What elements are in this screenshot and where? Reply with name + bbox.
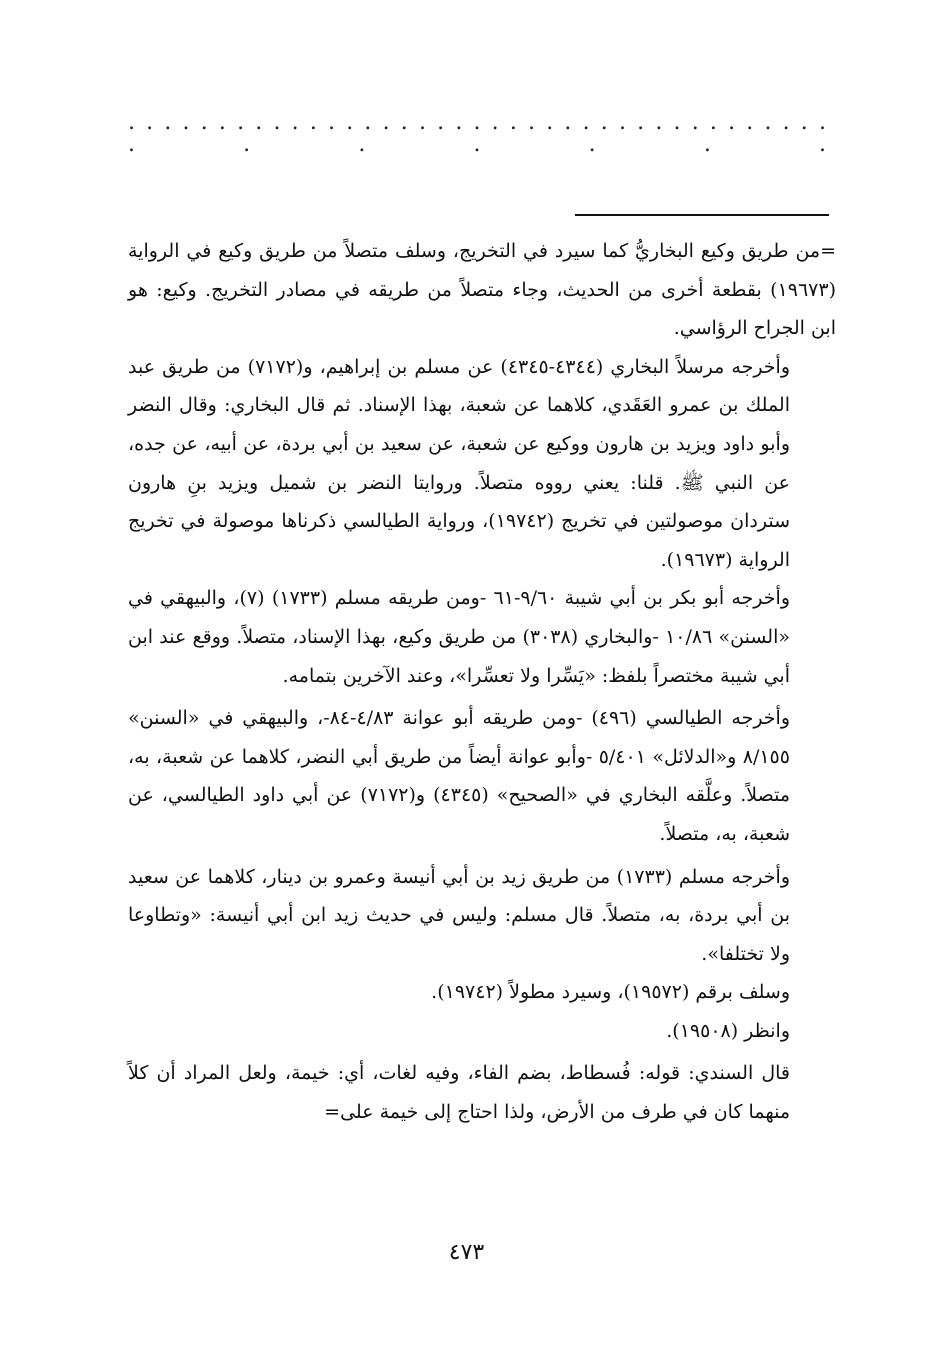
footnote-paragraph: وأخرجه الطيالسي (٤٩٦) -ومن طريقه أبو عوانة ٤/٨٣-٨٤-، والبيهقي في «السنن» ٨/١٥٥ و«الدلائل» ٥/٤٠١ -وأبو عوانة أيضاً من طريق أبي النضر، كلاهما عن شعبة، به، متصلاً. وعلَّقه البخاري في «الصحيح» (٤٣٤٥) و(٧١٧٢) عن أبي داود الطيالسي، عن شعبة، به، متصلاً. — [128, 707, 791, 845]
footnote-paragraph: قال السندي: قوله: فُسطاط، بضم الفاء، وفيه لغات، أي: خيمة، ولعل المراد أن كلاً منهما كان في طرف من الأرض، ولذا احتاج إلى خيمة على= — [128, 1062, 790, 1124]
section-separator-dots: . . . . . . . . . . . . . . . . . . . . . . . . . . . . . . . . . . . . . . . . . . . . . . — [128, 110, 828, 157]
footnote-rule — [575, 214, 829, 216]
page-number: ٤٧٣ — [448, 1240, 485, 1265]
footnote-paragraph: =من طريق وكيع البخاريُّ كما سيرد في التخريج، وسلف متصلاً من طريق وكيع في الرواية (١٩٦٧٣) بقطعة أخرى من الحديث، وجاء متصلاً من طريقه في مصادر التخريج. وكيع: هو ابن الجراح الرؤاسي. — [128, 240, 836, 340]
footnote-paragraph: وأخرجه مسلم (١٧٣٣) من طريق زيد بن أبي أنيسة وعمرو بن دينار، كلاهما عن سعيد بن أبي بردة، به، متصلاً. قال مسلم: وليس في حديث زيد ابن أبي أنيسة: «وتطاوعا ولا تختلفا». — [128, 865, 790, 965]
footnote-paragraph: وأخرجه مرسلاً البخاري (٤٣٤٤-٤٣٤٥) عن مسلم بن إبراهيم، و(٧١٧٢) من طريق عبد الملك بن عمرو العَقَدي، كلاهما عن شعبة، بهذا الإسناد. ثم قال البخاري: وقال النضر وأبو داود ويزيد بن هارون ووكيع عن شعبة، عن سعيد بن أبي بردة، عن أبيه، عن جده، عن النبي ﷺ. قلنا: يعني رووه متصلاً. وروايتا النضر بن شميل ويزيد بنِ هارون ستردان موصولتين في تخريج (١٩٧٤٢)، ورواية الطيالسي ذكرناها موصولة في تخريج الرواية (١٩٦٧٣). — [128, 355, 791, 571]
footnotes-block — [128, 232, 836, 1132]
footnote-paragraph: وأخرجه أبو بكر بن أبي شيبة ٩/٦٠-٦١ -ومن طريقه مسلم (١٧٣٣) (٧)، والبيهقي في «السنن» ١٠/٨٦ -والبخاري (٣٠٣٨) من طريق وكيع، بهذا الإسناد، متصلاً. ووقع عند ابن أبي شيبة مختصراً بلفظ: «يَسِّرا ولا تعسِّرا»، وعند الآخرين بتمامه. — [128, 587, 790, 687]
footnote-paragraph: وانظر (١٩٥٠٨). — [666, 1019, 790, 1042]
footnote-paragraph: وسلف برقم (١٩٥٧٢)، وسيرد مطولاً (١٩٧٤٢). — [431, 981, 790, 1004]
